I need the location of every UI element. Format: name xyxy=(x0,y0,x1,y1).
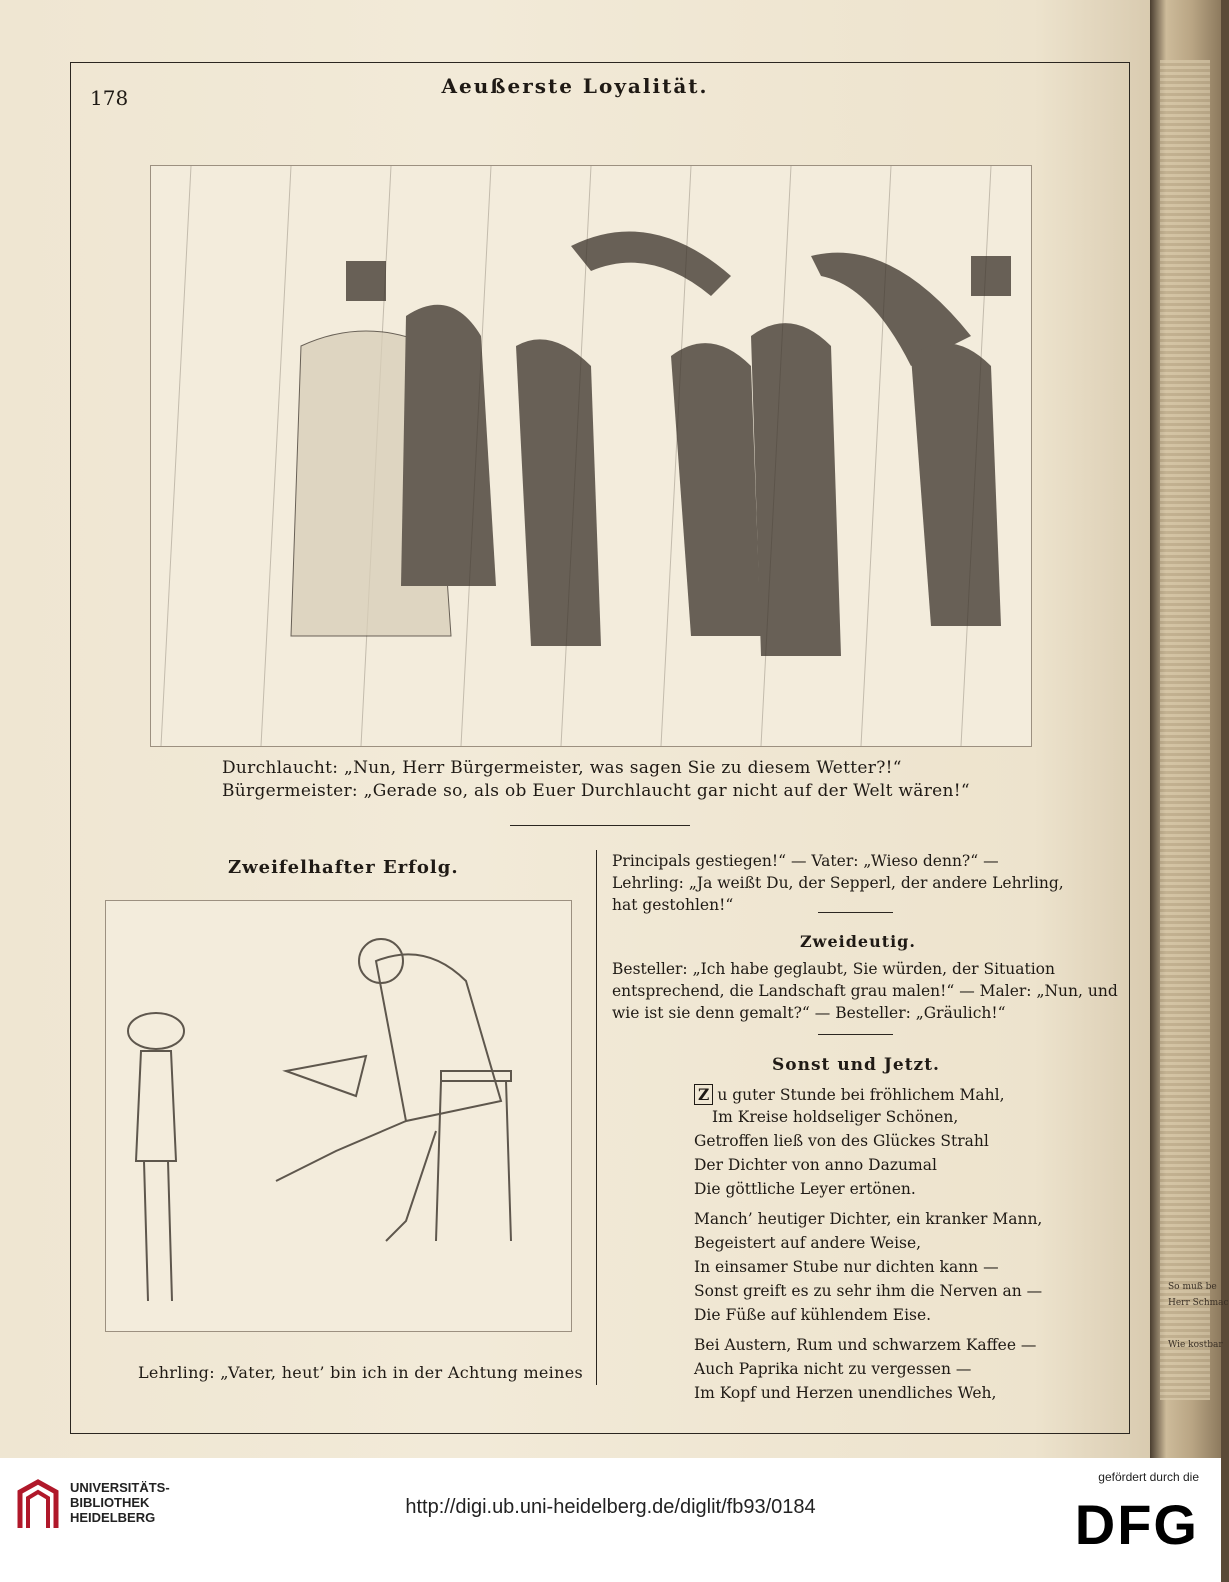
poem-stanza2-line-1: Manch’ heutiger Dichter, ein kranker Mann, xyxy=(694,1210,1043,1228)
page-number: 178 xyxy=(90,86,129,110)
short-divider-1 xyxy=(818,912,893,913)
poem-stanza1-line-1-text: u guter Stunde bei fröhlichem Mahl, xyxy=(717,1086,1005,1104)
continuation-line-3: hat gestohlen!“ xyxy=(612,896,734,914)
poem-heading: Sonst und Jetzt. xyxy=(772,1055,940,1075)
poem-stanza2-line-2: Begeistert auf andere Weise, xyxy=(694,1234,922,1252)
continuation-line-1: Principals gestiegen!“ — Vater: „Wieso denn?“ — xyxy=(612,852,999,870)
page-url[interactable]: http://digi.ub.uni-heidelberg.de/diglit/fb93/0184 xyxy=(405,1496,816,1518)
university-name-line-1: UNIVERSITÄTS- xyxy=(70,1480,170,1495)
short-divider-2 xyxy=(818,1034,893,1035)
crowd-in-rain-drawing xyxy=(151,166,1031,746)
poem-stanza3-line-3: Im Kopf und Herzen unendliches Weh, xyxy=(694,1384,997,1402)
zweideutig-line-3: wie ist sie denn gemalt?“ — Besteller: „Gräulich!“ xyxy=(612,1004,1006,1022)
column-divider xyxy=(596,850,597,1385)
poem-stanza2-line-3: In einsamer Stube nur dichten kann — xyxy=(694,1258,999,1276)
poem-dropcap: Z xyxy=(694,1084,713,1105)
poem-stanza1-line-2: Im Kreise holdseliger Schönen, xyxy=(712,1108,959,1126)
continuation-line-2: Lehrling: „Ja weißt Du, der Sepperl, der andere Lehrling, xyxy=(612,874,1064,892)
university-name-line-2: BIBLIOTHEK xyxy=(70,1495,150,1510)
running-title: Aeußerste Loyalität. xyxy=(441,74,709,98)
poem-stanza2-line-5: Die Füße auf kühlendem Eise. xyxy=(694,1306,932,1324)
zweideutig-line-1: Besteller: „Ich habe geglaubt, Sie würden, der Situation xyxy=(612,960,1055,978)
section-divider xyxy=(510,825,690,826)
poem-stanza3-line-1: Bei Austern, Rum und schwarzem Kaffee — xyxy=(694,1336,1037,1354)
zweideutig-line-2: entsprechend, die Landschaft grau malen!“ — Maler: „Nun, und xyxy=(612,982,1118,1000)
poem-stanza3-line-2: Auch Paprika nicht zu vergessen — xyxy=(694,1360,972,1378)
left-column-heading: Zweifelhafter Erfolg. xyxy=(228,857,459,878)
apprentice-and-father-drawing xyxy=(106,901,571,1331)
poem-stanza1-line-1 xyxy=(694,1084,1005,1105)
edge-caption-1: So muß be xyxy=(1168,1282,1217,1292)
edge-caption-3: Wie kostbar xyxy=(1168,1340,1223,1350)
next-page-strip xyxy=(1160,60,1229,1400)
poem-stanza2-line-4: Sonst greift es zu sehr ihm die Nerven an — xyxy=(694,1282,1043,1300)
dfg-logo[interactable]: DFG xyxy=(1074,1493,1199,1556)
left-column-caption: Lehrling: „Vater, heut’ bin ich in der Achtung meines xyxy=(138,1363,583,1382)
apprentice-illustration xyxy=(105,900,572,1332)
edge-caption-2: Herr Schmac xyxy=(1168,1298,1229,1308)
top-illustration xyxy=(150,165,1032,747)
poem-stanza1-line-3: Getroffen ließ von des Glückes Strahl xyxy=(694,1132,989,1150)
poem-stanza1-line-4: Der Dichter von anno Dazumal xyxy=(694,1156,937,1174)
university-name-line-3: HEIDELBERG xyxy=(70,1510,156,1525)
top-caption-line-1: Durchlaucht: „Nun, Herr Bürgermeister, was sagen Sie zu diesem Wetter?!“ xyxy=(222,758,902,778)
poem-stanza1-line-5: Die göttliche Leyer ertönen. xyxy=(694,1180,916,1198)
viewer-footer xyxy=(0,1458,1221,1582)
top-caption-line-2: Bürgermeister: „Gerade so, als ob Euer Durchlaucht gar nicht auf der Welt wären!“ xyxy=(222,781,970,801)
sponsor-label: gefördert durch die xyxy=(1098,1470,1199,1484)
zweideutig-heading: Zweideutig. xyxy=(800,932,916,951)
